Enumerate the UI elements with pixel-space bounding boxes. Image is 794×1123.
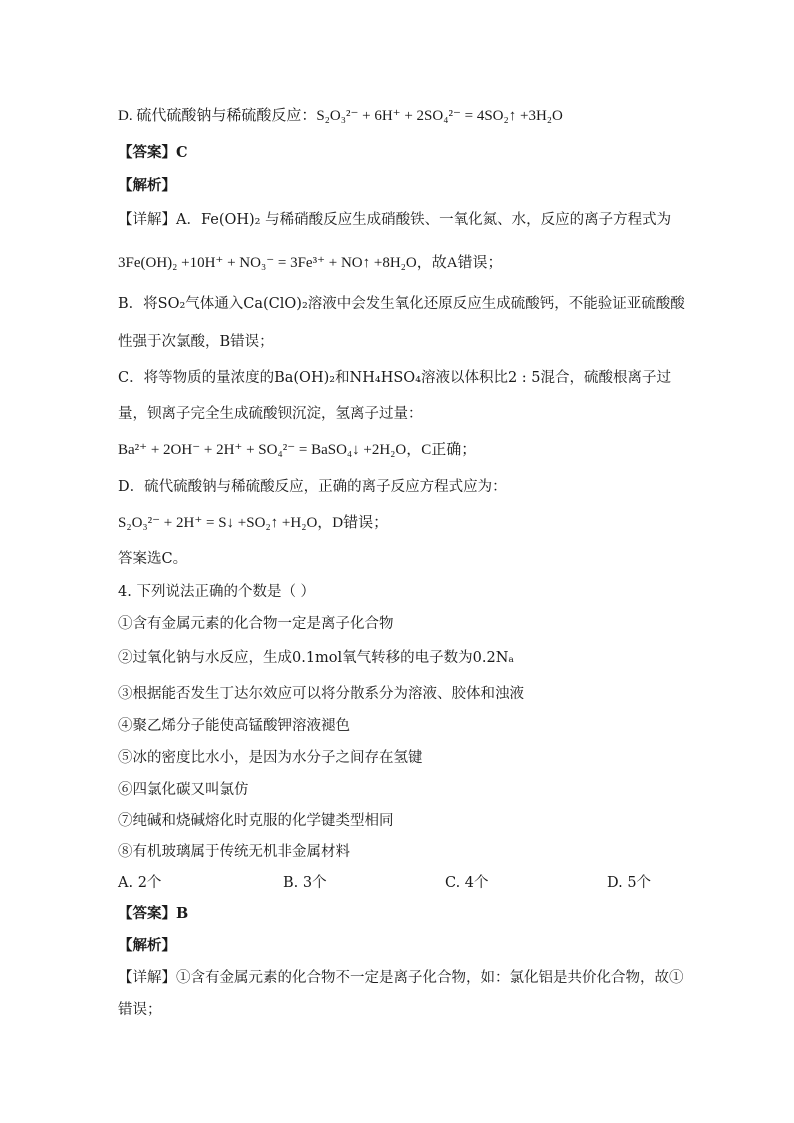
statement-3: ③根据能否发生丁达尔效应可以将分散系分为溶液、胶体和浊液 [118, 686, 524, 702]
statement-6: ⑥四氯化碳又叫氯仿 [118, 782, 249, 798]
statement-5: ⑤冰的密度比水小，是因为水分子之间存在氢键 [118, 750, 423, 766]
detail-c-equation: Ba²⁺ + 2OH⁻ + 2H⁺ + SO₄²⁻ = BaSO₄↓ +2H₂O，C正确； [118, 442, 477, 458]
choice-a: A. 2个 [118, 875, 162, 891]
detail-c-line2: 量，钡离子完全生成硫酸钡沉淀，氢离子过量： [118, 406, 423, 422]
answer-label-2: 【答案】B [118, 905, 189, 922]
statement-1: ①含有金属元素的化合物一定是离子化合物 [118, 616, 394, 632]
statement-8: ⑧有机玻璃属于传统无机非金属材料 [118, 844, 350, 860]
detail-d-line1: D．硫代硫酸钠与稀硫酸反应，正确的离子反应方程式应为： [118, 479, 507, 495]
analysis-label-2: 【解析】 [118, 937, 176, 954]
choice-c: C. 4个 [445, 875, 489, 891]
detail-a-equation: 3Fe(OH)₂ +10H⁺ + NO₃⁻ = 3Fe³⁺ + NO↑ +8H₂O，故A错误； [118, 255, 503, 271]
statement-7: ⑦纯碱和烧碱熔化时克服的化学键类型相同 [118, 813, 394, 829]
analysis-label: 【解析】 [118, 177, 176, 194]
statement-4: ④聚乙烯分子能使高锰酸钾溶液褪色 [118, 718, 350, 734]
statement-2: ②过氧化钠与水反应，生成0.1mol氧气转移的电子数为0.2Nₐ [118, 650, 515, 666]
answer-choice: 答案选C。 [118, 551, 188, 567]
detail-a-intro: 【详解】A．Fe(OH)₂ 与稀硝酸反应生成硝酸铁、一氧化氮、水，反应的离子方程式为 [118, 212, 672, 228]
detail-c-line1: C．将等物质的量浓度的Ba(OH)₂和NH₄HSO₄溶液以体积比2 : 5混合，硫酸根离子过 [118, 370, 672, 386]
choice-b: B. 3个 [283, 875, 327, 891]
detail-b-line1: B．将SO₂气体通入Ca(ClO)₂溶液中会发生氧化还原反应生成硫酸钙，不能验证亚硫酸酸 [118, 296, 685, 312]
answer-label: 【答案】C [118, 144, 188, 161]
question-4-title: 4. 下列说法正确的个数是（ ） [118, 584, 316, 600]
detail-d-equation: S₂O₃²⁻ + 2H⁺ = S↓ +SO₂↑ +H₂O，D错误； [118, 515, 389, 531]
option-d-equation: D. 硫代硫酸钠与稀硫酸反应：S₂O₃²⁻ + 6H⁺ + 2SO₄²⁻ = 4SO₂↑ +3H₂O [118, 108, 563, 124]
detail-2-line1: 【详解】①含有金属元素的化合物不一定是离子化合物，如：氯化铝是共价化合物，故① [118, 970, 684, 986]
choice-d: D. 5个 [607, 875, 652, 891]
detail-2-line2: 错误； [118, 1002, 162, 1018]
detail-b-line2: 性强于次氯酸，B错误； [118, 334, 274, 350]
